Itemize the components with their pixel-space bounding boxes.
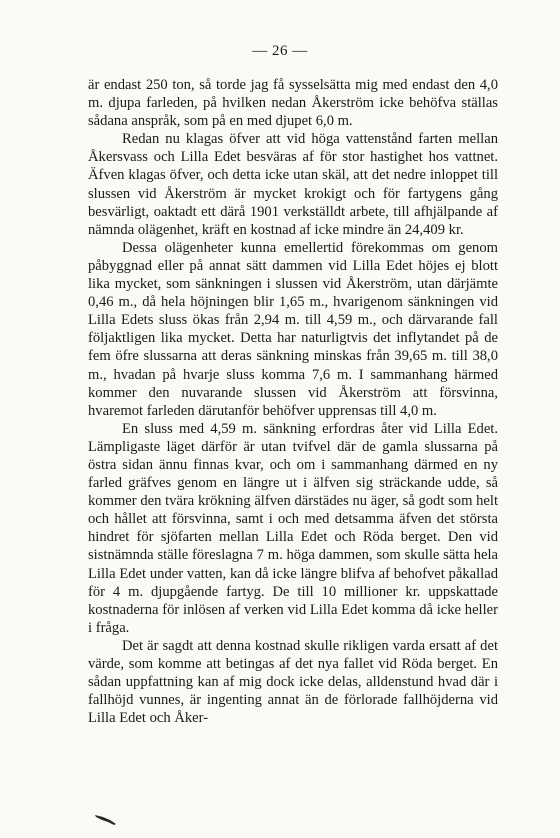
ink-mark [94, 812, 118, 826]
page-number: — 26 — [252, 43, 308, 59]
paragraph-2: Redan nu klagas öfver att vid höga vattenstånd farten mellan Åkersvass och Lilla Edet besväras af för stor hastighet hos vattnet. Äfven klagas öfver, och detta icke utan skäl, att det nedre inloppet till slussen vid Åkerström är mycket krokigt och för fartygens gång besvärligt, oaktadt ett därå 1901 verkställdt arbete, till afhjälpande af nämnda olägenhet, kräft en kostnad af icke mindre än 24,409 kr. [88, 131, 498, 238]
paragraph-1: är endast 250 ton, så torde jag få sysselsätta mig med endast den 4,0 m. djupa farleden, på hvilken nedan Åkerström icke behöfva ställas sådana anspråk, som på en med djupet 6,0 m. [88, 77, 498, 130]
paragraph-4: En sluss med 4,59 m. sänkning erfordras åter vid Lilla Edet. Lämpligaste läget därför är utan tvifvel där de gamla slussarna på östra sidan ännu finnas kvar, och om i sammanhang därmed en ny farled gräfves genom en längre ut i älfven sig sträckande udde, så kommer den tvära krökning älfven därstädes nu äger, så godt som helt och hållet att försvinna, samt i och med detsamma äfven det största hindret för sjöfarten mellan Lilla Edet och Röda berget. Den vid sistnämnda ställe föreslagna 7 m. höga dammen, som skulle sätta hela Lilla Edet under vatten, kan då icke längre blifva af behofvet påkallad för 4 m. djupgående fartyg. De till 10 millioner kr. uppskattade kostnaderna för inlösen af verken vid Lilla Edet komma då icke heller i fråga. [88, 420, 498, 636]
paragraph-5: Det är sagdt att denna kostnad skulle rikligen varda ersatt af det värde, som komme att betingas af det nya fallet vid Röda berget. En sådan uppfattning kan af mig dock icke delas, alldenstund hvad där i fallhöjd vunnes, är ingenting annat än de förlorade fallhöjderna vid Lilla Edet och Åker- [88, 637, 498, 727]
body-text [88, 76, 498, 727]
paragraph-3: Dessa olägenheter kunna emellertid förekommas om genom påbyggnad eller på annat sätt dammen vid Lilla Edet höjes ej blott lika mycket, som sänkningen i slussen vid Åkerström, utan därjämte 0,46 m., då hela höjningen blir 1,65 m., hvarigenom sänkningen vid Lilla Edets sluss ökas från 2,94 m. till 4,59 m., och därvarande fall följaktligen lika mycket. Detta har naturligtvis det inflytandet på de fem öfre slussarna att deras sänkning minskas från 39,65 m. till 38,0 m., hvadan på hvarje sluss komma 7,6 m. I sammanhang härmed kommer den nuvarande slussen vid Åkerström att försvinna, hvaremot farleden därutanför behöfver upprensas till 4,0 m. [88, 239, 498, 419]
